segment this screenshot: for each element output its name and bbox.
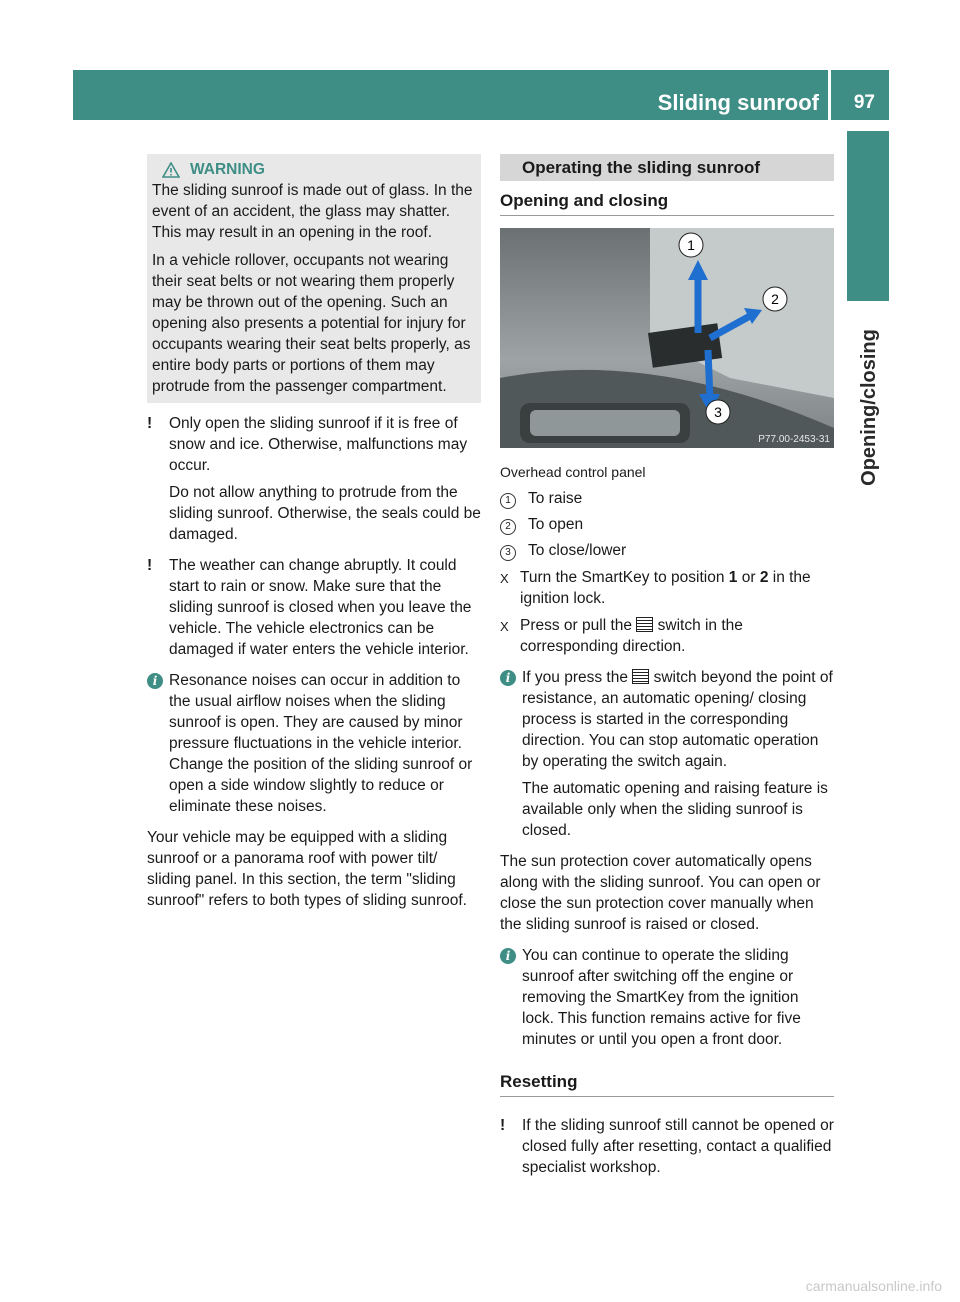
warning-text-1: The sliding sunroof is made out of glass. In the event of an accident, the glass may shatter. This may result in an opening in the roof. bbox=[152, 182, 473, 241]
svg-text:2: 2 bbox=[771, 291, 779, 307]
step-arrow-icon: X bbox=[500, 571, 509, 586]
right-column bbox=[500, 154, 834, 1178]
warning-title: WARNING bbox=[190, 161, 265, 178]
side-tab-marker bbox=[847, 131, 889, 301]
caution-note-weather bbox=[147, 555, 481, 660]
svg-text:1: 1 bbox=[687, 237, 695, 253]
note-text: The weather can change abruptly. It could start to rain or snow. Make sure that the sliding sunroof is closed when you leave the vehicle. The vehicle electronics can be damaged if water enters the vehicle interior. bbox=[169, 557, 472, 658]
caution-note-resetting bbox=[500, 1115, 834, 1178]
exclamation-icon: ! bbox=[147, 415, 153, 432]
svg-text:3: 3 bbox=[714, 404, 722, 420]
info-icon: i bbox=[500, 948, 516, 964]
exclamation-icon: ! bbox=[500, 1117, 506, 1134]
body-paragraph: The sun protection cover automatically opens along with the sliding sunroof. You can open or close the sun protection cover manually when the sliding sunroof is raised or closed. bbox=[500, 853, 821, 933]
note-text: If the sliding sunroof still cannot be opened or closed fully after resetting, contact a qualified specialist workshop. bbox=[522, 1117, 834, 1176]
warning-text-2: In a vehicle rollover, occupants not wearing their seat belts or not wearing them properly may be thrown out of the opening. Such an opening also presents a potential for injury for occupants wearing their seat belts properly, as entire body parts or portions of them may protrude from the passenger compartment. bbox=[152, 252, 471, 395]
info-text: Resonance noises can occur in addition to the usual airflow noises when the sliding sunroof is open. They are caused by minor pressure fluctuations in the vehicle interior. Change the position of the sliding sunroof or open a side window slightly to reduce or eliminate these noises. bbox=[169, 672, 473, 815]
page-title: Sliding sunroof bbox=[657, 90, 819, 115]
caution-note-snow bbox=[147, 413, 481, 545]
info-icon: i bbox=[500, 670, 516, 686]
instruction-step: X Press or pull the switch in the corresponding direction. bbox=[500, 617, 743, 655]
switch-icon bbox=[636, 617, 653, 632]
warning-box bbox=[147, 154, 481, 403]
header-separator bbox=[828, 70, 831, 120]
side-tab-label: Opening/closing bbox=[857, 328, 880, 486]
watermark: carmanualsonline.info bbox=[805, 1278, 942, 1294]
section-heading: Operating the sliding sunroof bbox=[500, 154, 834, 181]
list-item: 1 To raise bbox=[500, 488, 834, 509]
info-note-automatic: i If you press the switch beyond the point of resistance, an automatic opening/ closing process is started in the corresponding direction. You can stop automatic operation by operating the switch again. The automatic opening and raising feature is available only when the sliding sunroof is closed. bbox=[500, 667, 834, 841]
photo-code: P77.00-2453-31 bbox=[758, 434, 830, 445]
switch-icon bbox=[632, 669, 649, 684]
info-text: The automatic opening and raising feature is available only when the sliding sunroof is closed. bbox=[522, 780, 828, 839]
body-paragraph: Your vehicle may be equipped with a sliding sunroof or a panorama roof with power tilt/ sliding panel. In this section, the term "sliding sunroof" refers to both types of sliding sunroof. bbox=[147, 829, 467, 909]
note-text: Do not allow anything to protrude from the sliding sunroof. Otherwise, the seals could be damaged. bbox=[169, 484, 481, 543]
step-arrow-icon: X bbox=[500, 619, 509, 634]
info-note-resonance bbox=[147, 670, 481, 817]
page-number: 97 bbox=[853, 92, 875, 113]
note-text: Only open the sliding sunroof if it is free of snow and ice. Otherwise, malfunctions may occur. bbox=[169, 415, 468, 474]
subheading-resetting: Resetting bbox=[500, 1062, 834, 1097]
exclamation-icon: ! bbox=[147, 557, 153, 574]
overhead-control-panel-photo bbox=[500, 228, 834, 448]
info-note-ignition bbox=[500, 945, 834, 1050]
left-column bbox=[147, 154, 481, 911]
image-caption: Overhead control panel bbox=[500, 464, 646, 480]
info-icon: i bbox=[147, 673, 163, 689]
header-bar bbox=[73, 70, 889, 120]
subheading-opening-closing: Opening and closing bbox=[500, 181, 834, 216]
list-item: 2 To open bbox=[500, 514, 834, 535]
instruction-step: X Turn the SmartKey to position 1 or 2 in the ignition lock. bbox=[500, 569, 811, 607]
number-circle-icon: 3 bbox=[500, 545, 516, 561]
number-circle-icon: 2 bbox=[500, 519, 516, 535]
warning-heading bbox=[162, 159, 476, 180]
warning-triangle-icon bbox=[162, 162, 180, 178]
list-item: 3 To close/lower bbox=[500, 540, 834, 561]
info-text: You can continue to operate the sliding sunroof after switching off the engine or removing the SmartKey from the ignition lock. This function remains active for five minutes or until you open a front door. bbox=[522, 947, 801, 1048]
number-circle-icon: 1 bbox=[500, 493, 516, 509]
